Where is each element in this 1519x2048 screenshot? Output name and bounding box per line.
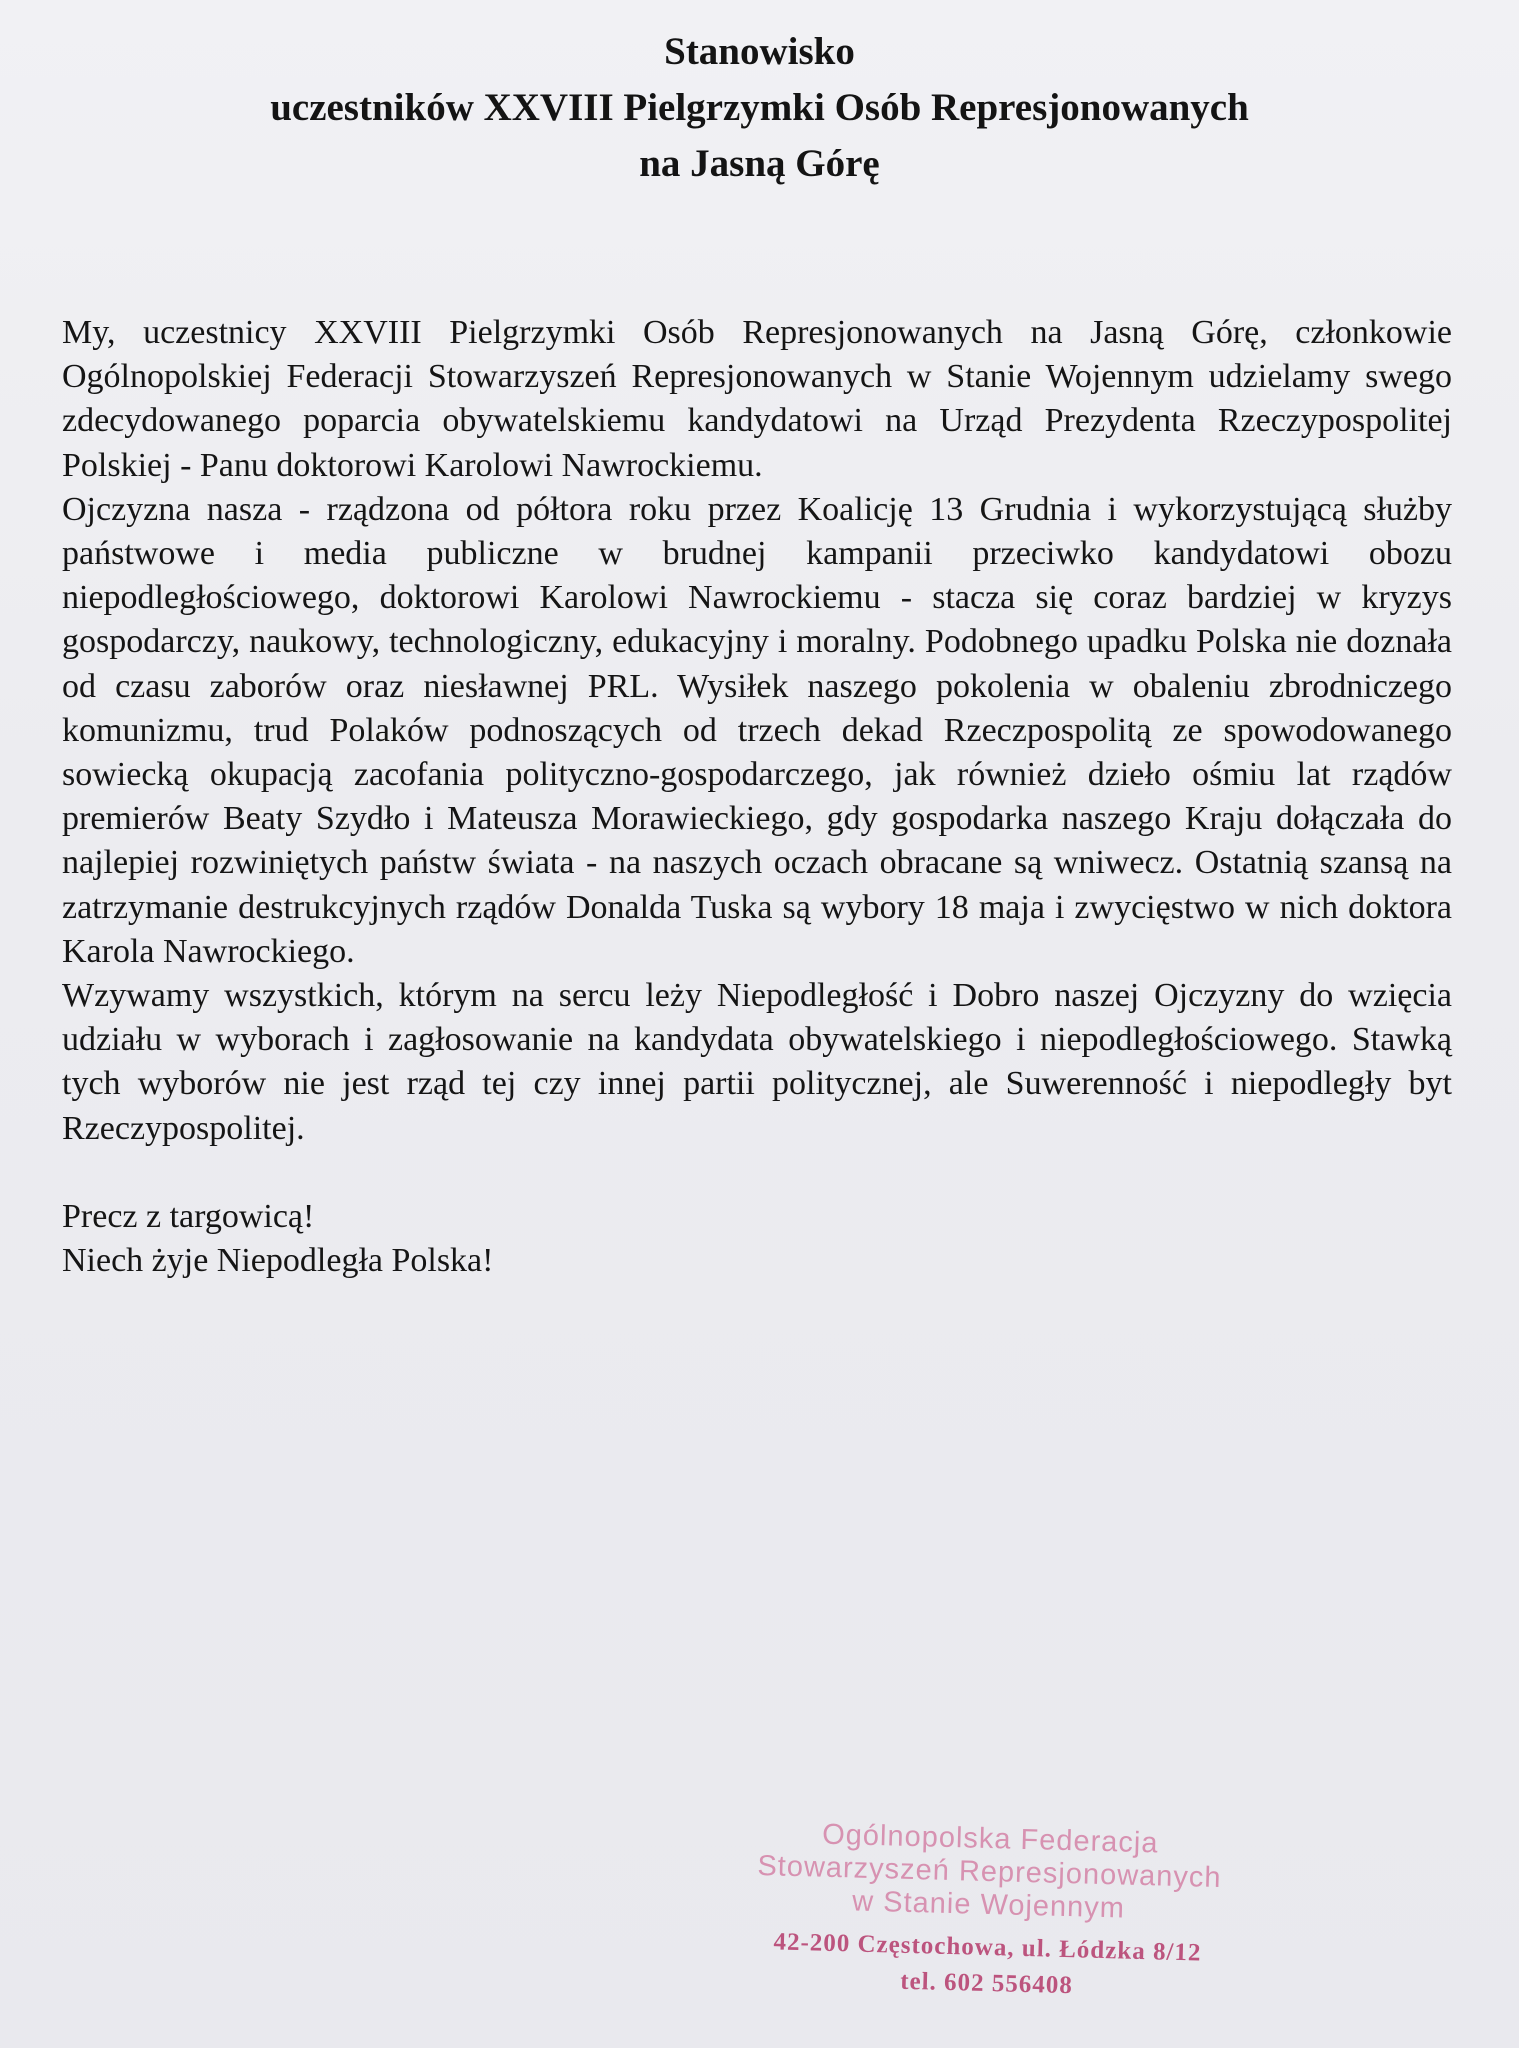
organization-stamp: [745, 1817, 1230, 2039]
paragraph-situation: Ojczyzna nasza - rządzona od półtora roku przez Koalicję 13 Grudnia i wykorzystującą służby państwowe i media publiczne w brudnej kampanii przeciwko kandydatowi obozu niepodległościowego, doktorowi Karolowi Nawrockiemu - stacza się coraz bardziej w kryzys gospodarczy, naukowy, technologiczny, edukacyjny i moralny. Podobnego upadku Polska nie doznała od czasu zaborów oraz niesławnej PRL. Wysiłek naszego pokolenia w obaleniu zbrodniczego komunizmu, trud Polaków podnoszących od trzech dekad Rzeczpospolitą ze spowodowanego sowiecką okupacją zacofania polityczno-gospodarczego, jak również dzieło ośmiu lat rządów premierów Beaty Szydło i Mateusza Morawieckiego, gdy gospodarka naszego Kraju dołączała do najlepiej rozwiniętych państw świata - na naszych oczach obracane są wniwecz. Ostatnią szansą na zatrzymanie destrukcyjnych rządów Donalda Tuska są wybory 18 maja i zwycięstwo w nich doktora Karola Nawrockiego.: [62, 490, 1452, 970]
paragraph-appeal: Wzywamy wszystkich, którym na sercu leży Niepodległość i Dobro naszej Ojczyzny do wzięcia udziału w wyborach i zagłosowanie na kandydata obywatelskiego i niepodległościowego. Stawką tych wyborów nie jest rząd tej czy innej partii politycznej, ale Suwerenność i niepodległy byt Rzeczypospolitej.: [62, 977, 1452, 1147]
stamp-address: 42-200 Częstochowa, ul. Łódzka 8/12: [773, 1928, 1202, 1967]
stamp-line-1: Ogólnopolska Federacja: [821, 1818, 1159, 1860]
title-line-1: Stanowisko: [664, 30, 855, 73]
title-line-2: uczestników XXVIII Pielgrzymki Osób Represjonowanych: [270, 86, 1249, 129]
closing-line-2: Niech żyje Niepodległa Polska!: [62, 1242, 494, 1280]
stamp-phone: tel. 602 556408: [899, 1967, 1074, 2000]
paragraph-support: My, uczestnicy XXVIII Pielgrzymki Osób Represjonowanych na Jasną Górę, członkowie Ogólnopolskiej Federacji Stowarzyszeń Represjonowanych w Stanie Wojennym udzielamy swego zdecydowanego poparcia obywatelskiemu kandydatowi na Urząd Prezydenta Rzeczypospolitej Polskiej - Panu doktorowi Karolowi Nawrockiemu.: [62, 314, 1452, 484]
document-body: [62, 311, 1452, 1283]
closing-line-1: Precz z targowicą!: [62, 1197, 315, 1235]
title-line-3: na Jasną Górę: [639, 142, 880, 185]
stamp-line-2: Stowarzyszeń Represjonowanych: [757, 1849, 1222, 1895]
document-title: [0, 24, 1519, 192]
stamp-line-3: w Stanie Wojennym: [851, 1885, 1126, 1925]
